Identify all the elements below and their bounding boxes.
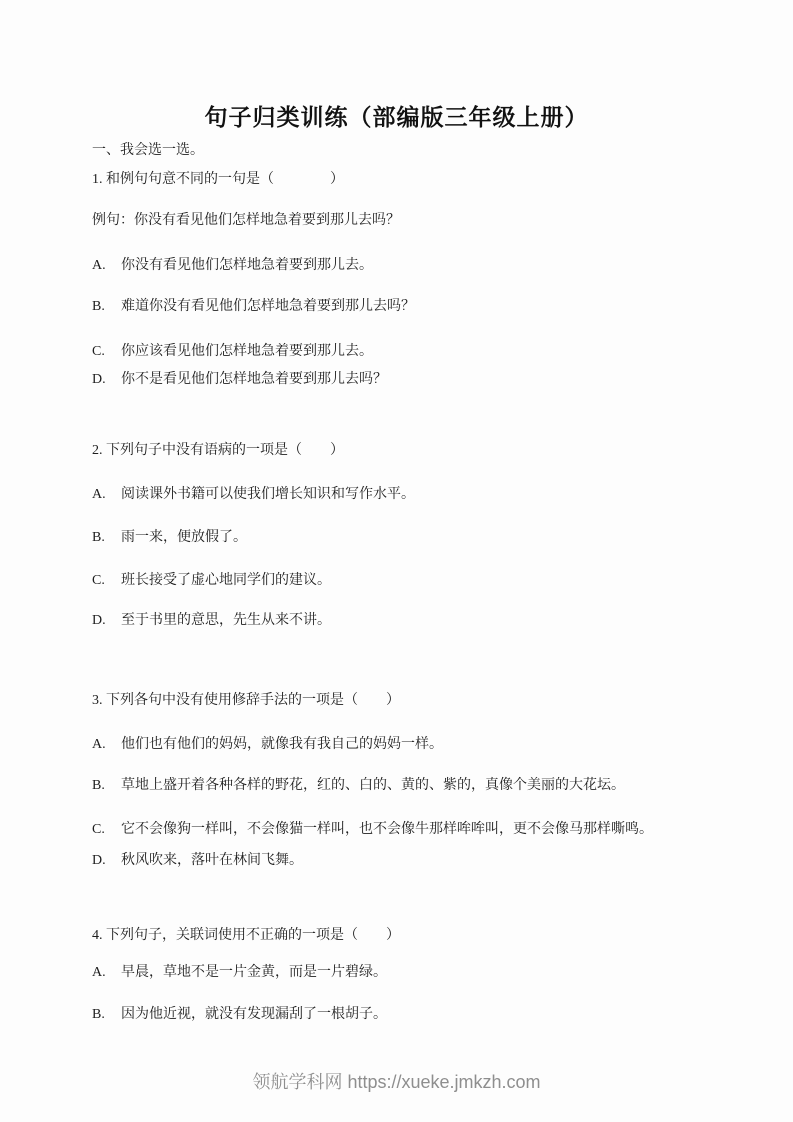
option-label: B.: [92, 299, 105, 314]
question-1-option-b: [92, 298, 415, 315]
question-1-stem: 1. 和例句句意不同的一句是（ ）: [92, 172, 344, 187]
option-text: 它不会像狗一样叫，不会像猫一样叫，也不会像牛那样哞哞叫，更不会像马那样嘶鸣。: [121, 822, 653, 837]
question-4-stem: 4. 下列句子，关联词使用不正确的一项是（ ）: [92, 928, 400, 943]
option-text: 阅读课外书籍可以使我们增长知识和写作水平。: [121, 487, 415, 502]
option-text: 他们也有他们的妈妈，就像我有我自己的妈妈一样。: [121, 737, 443, 752]
question-2-option-d: [92, 612, 331, 629]
option-text: 你应该看见他们怎样地急着要到那儿去。: [121, 344, 373, 359]
option-label: A.: [92, 487, 106, 502]
option-text: 因为他近视，就没有发现漏刮了一根胡子。: [121, 1007, 387, 1022]
question-3-option-d: [92, 852, 303, 869]
option-label: B.: [92, 1007, 105, 1022]
option-label: C.: [92, 573, 105, 588]
option-label: A.: [92, 258, 106, 273]
option-text: 难道你没有看见他们怎样地急着要到那儿去吗？: [121, 299, 415, 314]
question-3-stem: 3. 下列各句中没有使用修辞手法的一项是（ ）: [92, 693, 400, 708]
question-4-option-b: [92, 1006, 387, 1023]
question-1-option-c: [92, 343, 373, 360]
question-2-option-b: [92, 529, 247, 546]
question-2-option-c: [92, 572, 331, 589]
option-text: 草地上盛开着各种各样的野花，红的、白的、黄的、紫的，真像个美丽的大花坛。: [121, 778, 625, 793]
document-title: 句子归类训练（部编版三年级上册）: [204, 104, 589, 130]
option-label: C.: [92, 344, 105, 359]
option-label: B.: [92, 530, 105, 545]
option-label: A.: [92, 737, 106, 752]
question-2-stem: 2. 下列句子中没有语病的一项是（ ）: [92, 443, 344, 458]
question-3-option-b: [92, 777, 625, 794]
question-1-example: 例句：你没有看见他们怎样地急着要到那儿去吗？: [92, 213, 400, 228]
question-3-option-c: [92, 821, 653, 838]
option-label: C.: [92, 822, 105, 837]
option-label: B.: [92, 778, 105, 793]
option-text: 雨一来，便放假了。: [121, 530, 247, 545]
option-text: 你没有看见他们怎样地急着要到那儿去。: [121, 258, 373, 273]
question-1-option-a: [92, 257, 373, 274]
section-header: 一、我会选一选。: [92, 143, 204, 158]
option-text: 秋风吹来，落叶在林间飞舞。: [121, 853, 303, 868]
option-label: D.: [92, 613, 106, 628]
option-text: 你不是看见他们怎样地急着要到那儿去吗？: [121, 372, 387, 387]
option-text: 早晨，草地不是一片金黄，而是一片碧绿。: [121, 965, 387, 980]
footer-watermark: 领航学科网 https://xueke.jmkzh.com: [252, 1072, 541, 1092]
question-2-option-a: [92, 486, 415, 503]
option-text: 班长接受了虚心地同学们的建议。: [121, 573, 331, 588]
option-label: D.: [92, 372, 106, 387]
option-label: D.: [92, 853, 106, 868]
option-label: A.: [92, 965, 106, 980]
question-3-option-a: [92, 736, 443, 753]
option-text: 至于书里的意思，先生从来不讲。: [121, 613, 331, 628]
question-4-option-a: [92, 964, 387, 981]
question-1-option-d: [92, 371, 387, 388]
